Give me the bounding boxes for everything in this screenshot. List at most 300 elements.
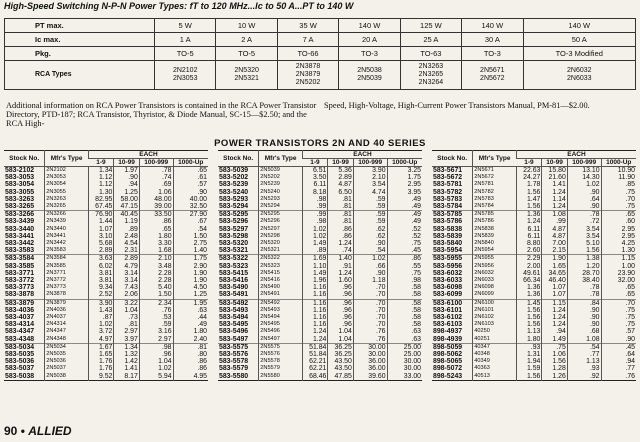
stock-number: 583-3053 [5,174,35,182]
table-row [432,291,636,299]
price-10-99: 1.04 [328,336,353,344]
price-1-9: 1.59 [516,365,541,372]
price-1-9: 3.81 [88,270,113,277]
spec-cell: 140 W [462,19,523,33]
stock-number: 583-5786 [433,218,463,226]
price-1-9: 1.56 [516,314,541,321]
stock-number: 898-4937 [433,328,463,336]
stock-number: 583-5785 [432,211,473,219]
price-10-99: 8.17 [114,373,139,381]
price-1000-up: .64 [601,351,636,358]
table-row [218,226,422,233]
footer-bullet: • [20,424,25,438]
stock-number: 583-5202 [219,174,249,182]
spec-cell: 5 W [155,19,216,33]
price-10-99: 4.87 [542,226,567,233]
col-header-qty: 1000-Up [173,159,208,167]
table-row [432,247,636,255]
price-100-999: .59 [353,211,387,219]
price-10-99: 36.25 [328,351,353,358]
price-1000-up: .58 [387,291,422,299]
price-1000-up: 40.00 [173,196,208,203]
col-header-qty: 100-999 [567,159,601,167]
spec-cell: 2N5038 2N5039 [339,61,400,90]
mfr-type: 2N5493 [259,307,303,314]
price-1000-up: .65 [601,291,636,299]
price-1-9: 1.56 [516,189,541,196]
table-row [432,255,636,263]
table-row [218,314,422,321]
price-1000-up: 2.75 [173,240,208,247]
mfr-type: 2N5298 [259,233,303,240]
spec-cell: 2N2102 2N3053 [155,61,216,90]
price-10-99: 2.97 [114,328,139,335]
table-row [4,167,208,175]
price-10-99: 47.15 [114,203,139,211]
mfr-type: 2N3263 [45,196,89,203]
stock-number: 583-5578 [219,358,249,366]
price-10-99: 1.24 [542,321,567,328]
price-10-99: 36.25 [328,343,353,351]
price-1000-up: .65 [173,167,208,175]
price-10-99: 1.34 [114,343,139,351]
price-1-9: .99 [302,211,327,219]
mfr-type: 2N3584 [45,255,89,263]
table-row [218,299,422,307]
price-1-9: 66.34 [516,277,541,284]
stock-number: 583-3441 [5,232,35,240]
price-100-999: 3.16 [139,328,173,335]
price-1000-up: .58 [387,299,422,307]
stock-number: 583-5036 [5,358,35,366]
price-10-99: 1.90 [542,255,567,263]
price-1-9: 1.49 [302,240,327,247]
stock-number: 583-5039 [219,167,249,174]
price-1-9: 9.34 [88,284,113,291]
table-row [218,365,422,372]
price-10-99: 1.56 [542,358,567,365]
table-row [218,328,422,335]
price-1000-up: 25.00 [387,351,422,358]
stock-number: 583-6102 [433,314,463,322]
price-1-9: 1.56 [516,307,541,314]
table-row [432,189,636,196]
price-10-99: 1.32 [114,351,139,358]
mfr-type: 2N3441 [45,233,89,240]
col-header-qty: 10-99 [328,159,353,167]
table-row [432,299,636,307]
price-100-999: 3.48 [139,263,173,270]
table-row [218,263,422,270]
mfr-type: 2N5297 [259,226,303,233]
price-100-999: .70 [353,299,387,307]
mfr-type: 40347 [473,343,517,351]
price-10-99: .75 [542,343,567,351]
spec-cell: 140 W [339,19,400,33]
price-10-99: 3.14 [114,277,139,284]
spec-row-label: Pkg. [5,47,155,61]
price-100-999: 36.00 [353,365,387,372]
stock-number: 583-3879 [4,299,45,307]
price-1-9: 3.63 [88,255,113,263]
price-1000-up: 32.50 [173,203,208,211]
spec-row-label: PT max. [5,19,155,33]
additional-info-right: Speed, High-Voltage, High-Current Power Transistors Manual, PM-81—$2.00. [324,101,590,110]
price-1000-up: 1.75 [173,255,208,263]
table-row [4,247,208,255]
price-1-9: 1.96 [302,277,327,284]
stock-number: 583-4314 [5,321,35,329]
price-1000-up: .75 [601,189,636,196]
table-row [218,167,422,175]
table-row [4,373,208,381]
price-1000-up: .86 [173,365,208,372]
price-1-9: 1.36 [516,211,541,219]
price-1000-up: .52 [387,233,422,240]
table-row [432,270,636,277]
price-1-9: 1.94 [516,358,541,365]
price-1-9: 1.10 [302,263,327,270]
stock-number: 583-5838 [433,225,463,233]
stock-number: 583-6099 [433,291,463,299]
stock-number: 583-5320 [219,240,249,248]
table-row [4,174,208,181]
mfr-type: 2N5956 [473,263,517,270]
mfr-type: 2N5576 [259,351,303,358]
price-100-999: 13.10 [567,167,601,175]
mfr-type: 2N6100 [473,299,517,307]
stock-number: 583-5784 [433,203,463,211]
spec-cell: 140 W [523,19,635,33]
spec-cell: 35 W [277,19,338,33]
price-1000-up: .65 [601,284,636,291]
price-1-9: 22.63 [516,167,541,175]
mfr-type: 2N6103 [473,321,517,328]
table-row [4,277,208,284]
price-1000-up: .63 [387,336,422,344]
mfr-type: 2N5293 [259,196,303,203]
mfr-type: 2N5296 [259,218,303,225]
table-row [432,233,636,240]
spec-cell: 7 A [277,33,338,47]
mfr-type: 2N5415 [259,270,303,277]
price-100-999: 1.50 [139,291,173,299]
price-1-9: 3.81 [88,277,113,284]
spec-row [5,47,636,61]
table-row [218,307,422,314]
price-100-999: .64 [567,196,601,203]
price-10-99: 4.87 [542,233,567,240]
stock-number: 583-5494 [219,314,249,322]
price-1-9: 76.90 [88,211,113,219]
spec-cell: 2N5320 2N5321 [216,61,277,90]
price-10-99: .96 [328,307,353,314]
price-10-99: .81 [328,211,353,219]
spec-cell: 25 A [400,33,461,47]
spec-cell: 125 W [400,19,461,33]
price-100-999: .65 [139,226,173,233]
price-1000-up: 4.50 [173,284,208,291]
price-1-9: 1.36 [516,284,541,291]
price-1-9: 2.29 [516,255,541,263]
price-100-999: .90 [567,189,601,196]
price-100-999: .62 [353,233,387,240]
mfr-type: 2N5494 [259,314,303,321]
mfr-type: 2N5785 [473,211,517,219]
mfr-type: 2N5671 [473,167,517,175]
col-header-each: EACH [516,151,636,159]
price-1000-up: .85 [601,181,636,188]
price-10-99: 46.40 [542,277,567,284]
price-1000-up: 10.90 [601,167,636,175]
price-1000-up: .63 [387,328,422,335]
price-10-99: .81 [328,203,353,211]
price-10-99: 21.60 [542,174,567,181]
spec-cell: TO-5 [155,47,216,61]
price-100-999: .90 [567,307,601,314]
spec-cell: 30 A [462,33,523,47]
price-1000-up: .94 [601,358,636,365]
price-1000-up: 33.00 [387,373,422,381]
price-1-9: 1.16 [302,299,327,307]
stock-number: 898-5243 [433,372,463,380]
stock-number: 583-5781 [433,181,463,189]
price-10-99: 1.24 [542,189,567,196]
mfr-type: 2N5036 [45,358,89,365]
mfr-type: 2N5578 [259,358,303,365]
price-1-9: 49.61 [516,270,541,277]
table-row [218,351,422,358]
price-100-999: 1.04 [139,358,173,365]
price-100-999: 1.02 [139,365,173,372]
price-10-99: 3.22 [114,299,139,307]
stock-number: 583-3584 [4,255,45,263]
price-1-9: 3.50 [302,174,327,181]
price-100-999: .59 [353,218,387,225]
stock-number: 583-4347 [5,328,35,336]
mfr-type: 2N3439 [45,218,89,225]
mfr-type: 2N3053 [45,174,89,181]
col-header-qty: 1-9 [88,159,113,167]
table-row [4,240,208,247]
price-1-9: 24.27 [516,174,541,181]
stock-number: 583-5783 [433,195,463,203]
price-100-999: 30.00 [353,343,387,351]
price-10-99: .81 [114,321,139,328]
price-1000-up: 1.50 [173,233,208,240]
price-table [4,150,208,381]
price-100-999: 1.56 [567,247,601,255]
price-100-999: .98 [139,343,173,351]
price-10-99: .90 [114,174,139,181]
price-1-9: 1.16 [302,314,327,321]
table-row [432,307,636,314]
price-1-9: 62.21 [302,365,327,372]
price-1000-up: 1.90 [173,277,208,284]
mfr-type: 2N5294 [259,203,303,211]
price-1-9: 1.16 [302,307,327,314]
col-header-qty: 100-999 [353,159,387,167]
price-10-99: .89 [114,226,139,233]
col-header-each: EACH [88,151,208,159]
price-100-999: .54 [353,247,387,255]
price-1-9: 1.16 [302,291,327,299]
price-100-999: 1.06 [139,189,173,196]
price-100-999: 2.28 [139,270,173,277]
col-header-qty: 1000-Up [601,159,636,167]
price-100-999: .96 [139,351,173,358]
spec-row [5,33,636,47]
price-1000-up: .63 [173,307,208,314]
table-row [218,321,422,328]
table-row [218,203,422,211]
price-100-999: .70 [353,321,387,328]
price-1000-up: 30.00 [387,358,422,365]
price-1-9: 1.69 [302,255,327,263]
price-1-9: .99 [302,203,327,211]
table-row [218,211,422,219]
page-footer [4,424,72,438]
spec-cell: 2N5671 2N5672 [462,61,523,90]
stock-number: 583-3055 [5,188,35,196]
price-100-999: 1.80 [139,233,173,240]
price-1000-up: .86 [173,358,208,365]
price-10-99: 34.65 [542,270,567,277]
table-row [218,270,422,277]
price-1-9: 6.11 [516,226,541,233]
price-1000-up: 1.30 [601,247,636,255]
mfr-type: 2N5037 [45,365,89,372]
table-row [4,263,208,270]
price-100-999: 14.30 [567,174,601,181]
mfr-type: 2N6098 [473,284,517,291]
price-10-99: 3.14 [114,270,139,277]
stock-number: 583-3439 [5,218,35,226]
spec-cell: 10 W [216,19,277,33]
stock-number: 583-3263 [5,195,35,203]
price-1-9: 1.16 [302,284,327,291]
price-1-9: 1.49 [302,270,327,277]
price-1000-up: .80 [173,351,208,358]
table-row [4,321,208,328]
stock-number: 583-4036 [5,306,35,314]
stock-number: 898-4939 [433,335,463,343]
table-row [218,373,422,381]
stock-number: 583-5575 [218,343,259,351]
table-row [432,203,636,211]
price-100-999: 3.54 [567,226,601,233]
mfr-type: 40349 [473,358,517,365]
price-10-99: .99 [542,218,567,225]
price-1-9: 3.72 [88,328,113,335]
stock-number: 583-5840 [433,240,463,248]
table-row [4,255,208,263]
price-100-999: .76 [353,336,387,344]
mfr-type: 2N5490 [259,284,303,291]
col-header-each: EACH [302,151,422,159]
price-1-9: 1.44 [88,218,113,225]
mfr-type: 2N3266 [45,211,89,219]
stock-number: 898-5065 [433,358,463,366]
price-1000-up: .81 [173,343,208,351]
table-row [218,240,422,247]
page-number: 90 [4,424,18,438]
price-10-99: 1.08 [542,211,567,219]
price-100-999: .76 [139,307,173,314]
spec-cell: 2N6032 2N6033 [523,61,635,90]
price-1-9: .98 [302,218,327,225]
price-10-99: 40.45 [114,211,139,219]
price-1-9: 1.31 [516,351,541,358]
price-1000-up: 2.95 [601,226,636,233]
price-10-99: 7.43 [114,284,139,291]
price-10-99: 1.97 [114,167,139,175]
price-10-99: 4.54 [114,240,139,247]
price-1000-up: .61 [173,174,208,181]
price-100-999: 3.54 [353,181,387,188]
price-1-9: 6.02 [88,263,113,270]
price-1000-up: .58 [387,321,422,328]
stock-number: 583-5839 [433,232,463,240]
table-row [432,358,636,365]
price-1-9: 1.24 [516,218,541,225]
stock-number: 583-4037 [5,314,35,322]
table-row [4,211,208,219]
price-10-99: 1.24 [328,270,353,277]
mfr-type: 2N5955 [473,255,517,263]
mfr-type: 2N5322 [259,255,303,263]
price-100-999: 2.97 [139,336,173,344]
price-100-999: 3.90 [353,167,387,175]
price-table [432,150,636,381]
price-1000-up: 1.25 [173,291,208,299]
price-1000-up: .49 [387,211,422,219]
price-10-99: 1.42 [114,358,139,365]
price-10-99: .96 [328,321,353,328]
table-row [218,343,422,351]
price-1000-up: .44 [173,314,208,321]
price-100-999: 38.40 [567,277,601,284]
spec-row-label: Ic max. [5,33,155,47]
stock-number: 583-3266 [4,211,45,219]
price-100-999: 3.30 [139,240,173,247]
price-1000-up: 2.95 [601,233,636,240]
price-100-999: .62 [353,226,387,233]
mfr-type: 2N3265 [45,203,89,211]
price-1000-up: 4.95 [173,373,208,381]
price-1-9: 1.56 [516,373,541,381]
price-100-999: 4.74 [353,189,387,196]
price-10-99: 1.41 [114,365,139,372]
stock-number: 583-5035 [5,351,35,359]
price-100-999: .93 [567,365,601,372]
price-100-999: .90 [353,270,387,277]
stock-number: 583-5955 [432,255,473,263]
stock-number: 583-3054 [5,181,35,189]
price-1000-up: 1.15 [601,255,636,263]
price-1000-up: 27.90 [173,211,208,219]
stock-number: 583-3442 [5,240,35,248]
price-100-999: .53 [139,314,173,321]
price-10-99: 1.14 [542,196,567,203]
mfr-type: 2N6032 [473,270,517,277]
stock-number: 583-3772 [5,277,35,285]
mfr-type: 2N3773 [45,284,89,291]
stock-number: 583-5954 [433,247,463,255]
mfr-type: 2N6099 [473,291,517,299]
price-100-999: 28.70 [567,270,601,277]
price-10-99: 1.40 [328,255,353,263]
